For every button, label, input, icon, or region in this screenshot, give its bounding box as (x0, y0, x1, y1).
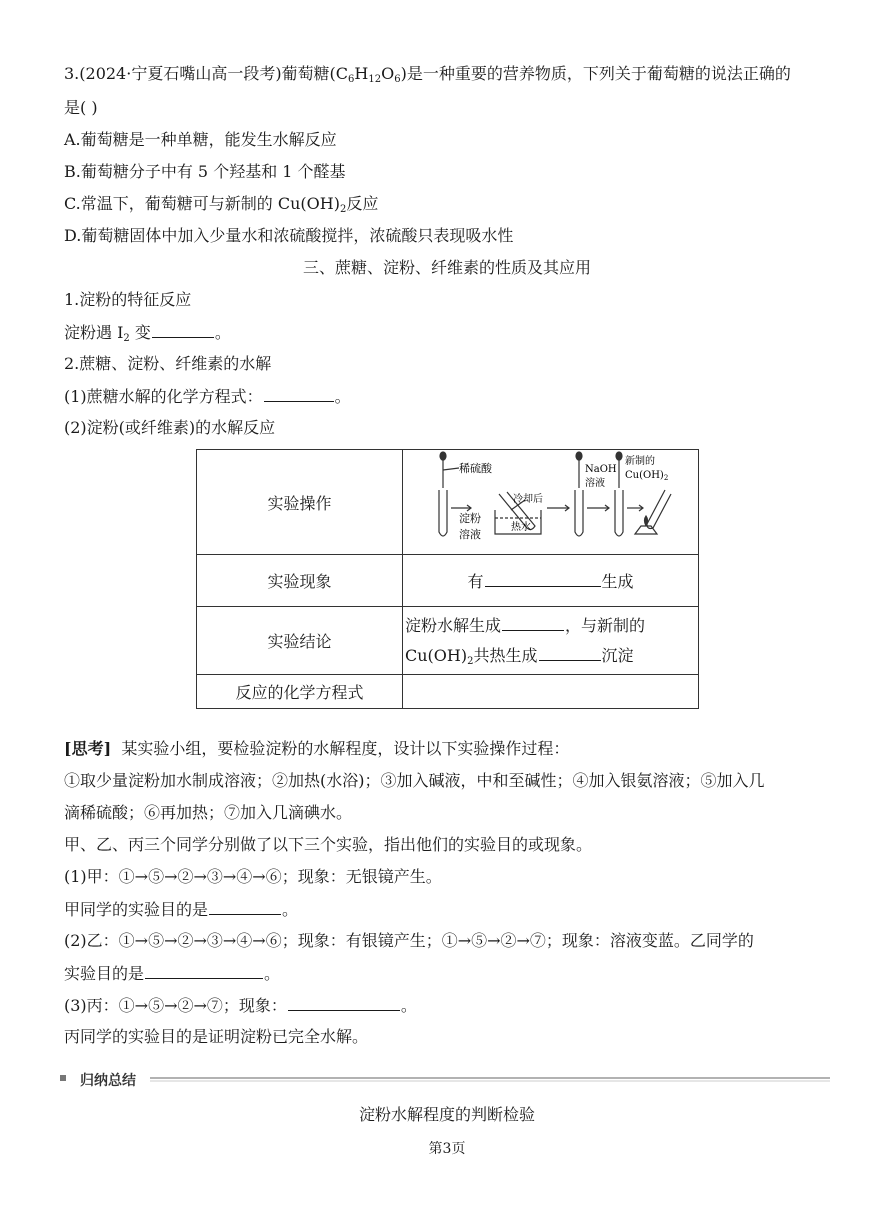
answer-blank[interactable] (145, 962, 263, 979)
section-heading: 三、蔗糖、淀粉、纤维素的性质及其应用 (302, 258, 591, 277)
label-dilute-acid: 稀硫酸 (459, 462, 492, 475)
summary-label: 归纳总结 (66, 1070, 142, 1090)
table-value (403, 607, 699, 675)
conclusion-line-1 (403, 611, 698, 641)
jia-experiment: (1)甲：①→⑤→②→③→④→⑥；现象：无银镜产生。 (64, 867, 442, 886)
think-task: 甲、乙、丙三个同学分别做了以下三个实验，指出他们的实验目的或现象。 (64, 835, 593, 854)
answer-blank[interactable] (539, 644, 601, 661)
answer-blank[interactable] (485, 570, 601, 587)
q3-text: H (354, 64, 369, 83)
yi-purpose (64, 962, 280, 985)
q3-text: 3.(2024·宁夏石嘴山高一段考)葡萄糖(C (64, 64, 349, 83)
table-label: 实验结论 (197, 607, 403, 675)
option-c-sub: 2 (339, 204, 347, 215)
summary-divider (60, 1069, 830, 1089)
question-3-stem (64, 63, 791, 85)
text: 甲同学的实验目的是 (64, 900, 209, 919)
table-label: 实验操作 (197, 450, 403, 555)
answer-blank[interactable] (264, 385, 334, 402)
text: 淀粉水解生成 (405, 615, 502, 635)
text: 共热生成 (473, 645, 538, 665)
table-row (197, 555, 699, 607)
text: 。 (334, 387, 351, 406)
option-c (64, 193, 378, 215)
sub: 2 (467, 655, 474, 667)
option-d: D.葡萄糖固体中加入少量水和浓硫酸搅拌，浓硫酸只表现吸水性 (64, 226, 514, 245)
jia-purpose (64, 898, 298, 921)
svg-text:Cu(OH)2 (625, 470, 668, 482)
think-steps-1: ①取少量淀粉加水制成溶液；②加热(水浴)；③加入碱液，中和至碱性；④加入银氨溶液；⑤加入几 (64, 771, 765, 790)
experiment-diagram-cell (403, 450, 699, 555)
option-c-text: 反应 (346, 194, 379, 213)
label-solution: 溶液 (459, 528, 481, 541)
test-tube-icon (615, 490, 623, 536)
answer-blank[interactable] (152, 321, 214, 338)
table-value-empty[interactable] (403, 675, 699, 709)
text: 淀粉遇 I (64, 323, 124, 342)
think-tag: [思考] (64, 739, 112, 758)
bing-purpose: 丙同学的实验目的是证明淀粉已完全水解。 (64, 1027, 369, 1046)
label-cuoh-sub: 2 (663, 474, 669, 482)
summary-title: 淀粉水解程度的判断检验 (358, 1105, 535, 1124)
q3-sub: 6 (348, 74, 355, 85)
think-steps-2: 滴稀硫酸；⑥再加热；⑦加入几滴碘水。 (64, 803, 353, 822)
conclusion-line-2 (403, 641, 698, 671)
label-naoh-solution: 溶液 (585, 478, 605, 489)
q3-sub: 12 (368, 74, 382, 85)
text: 有 (467, 572, 484, 591)
text: 。 (400, 996, 417, 1015)
text: 实验目的是 (64, 964, 145, 983)
answer-blank[interactable] (209, 898, 281, 915)
answer-blank[interactable] (288, 994, 400, 1011)
experiment-diagram (403, 450, 698, 550)
question-3-answer-slot: 是( ) (64, 98, 98, 117)
label-fresh: 新制的 (625, 456, 655, 467)
text: 沉淀 (601, 645, 634, 665)
label-starch: 淀粉 (459, 512, 481, 525)
test-tube-icon (575, 490, 583, 536)
q3-text: O (381, 64, 395, 83)
test-tube-icon (647, 490, 671, 529)
text: 某实验小组，要检验淀粉的水解程度，设计以下实验操作过程： (121, 739, 570, 758)
text: ，与新制的 (565, 615, 646, 635)
text: 。 (282, 900, 299, 919)
answer-blank[interactable] (502, 614, 564, 631)
text: 。 (214, 323, 231, 342)
text: 变 (129, 323, 151, 342)
label-hot-water: 热水 (511, 522, 531, 533)
q3-text: )是一种重要的营养物质，下列关于葡萄糖的说法正确的 (400, 64, 791, 83)
table-value (403, 555, 699, 607)
bing-experiment (64, 994, 417, 1017)
test-tube-icon (439, 490, 447, 536)
option-c-text: C.常温下，葡萄糖可与新制的 Cu(OH) (64, 194, 340, 213)
subheading-starch-reaction: 1.淀粉的特征反应 (64, 290, 192, 309)
table-label: 实验现象 (197, 555, 403, 607)
q3-sub: 6 (394, 74, 401, 85)
subheading-hydrolysis: 2.蔗糖、淀粉、纤维素的水解 (64, 354, 272, 373)
table-row (197, 675, 699, 709)
label-cool: 冷却后 (513, 494, 543, 505)
text: 。 (264, 964, 281, 983)
text: 生成 (601, 572, 634, 591)
starch-hydrolysis-heading: (2)淀粉(或纤维素)的水解反应 (64, 418, 276, 437)
page-number: 第3页 (428, 1141, 466, 1157)
sucrose-equation-line (64, 385, 351, 408)
think-intro (64, 738, 569, 760)
label-naoh: NaOH (585, 464, 617, 475)
sub: 2 (123, 333, 130, 344)
experiment-table (196, 449, 699, 709)
text: (1)蔗糖水解的化学方程式： (64, 387, 263, 406)
yi-experiment: (2)乙：①→⑤→②→③→④→⑥；现象：有银镜产生；①→⑤→②→⑦；现象：溶液变蓝。乙同学的 (64, 931, 754, 950)
table-label: 反应的化学方程式 (197, 675, 403, 709)
text: (3)丙：①→⑤→②→⑦；现象： (64, 996, 287, 1015)
option-a: A.葡萄糖是一种单糖，能发生水解反应 (64, 130, 337, 149)
table-row (197, 450, 699, 555)
text: Cu(OH) (405, 645, 468, 665)
table-row (197, 607, 699, 675)
label-cuoh: Cu(OH) (625, 470, 664, 481)
option-b: B.葡萄糖分子中有 5 个羟基和 1 个醛基 (64, 162, 346, 181)
starch-iodine-line (64, 321, 231, 344)
